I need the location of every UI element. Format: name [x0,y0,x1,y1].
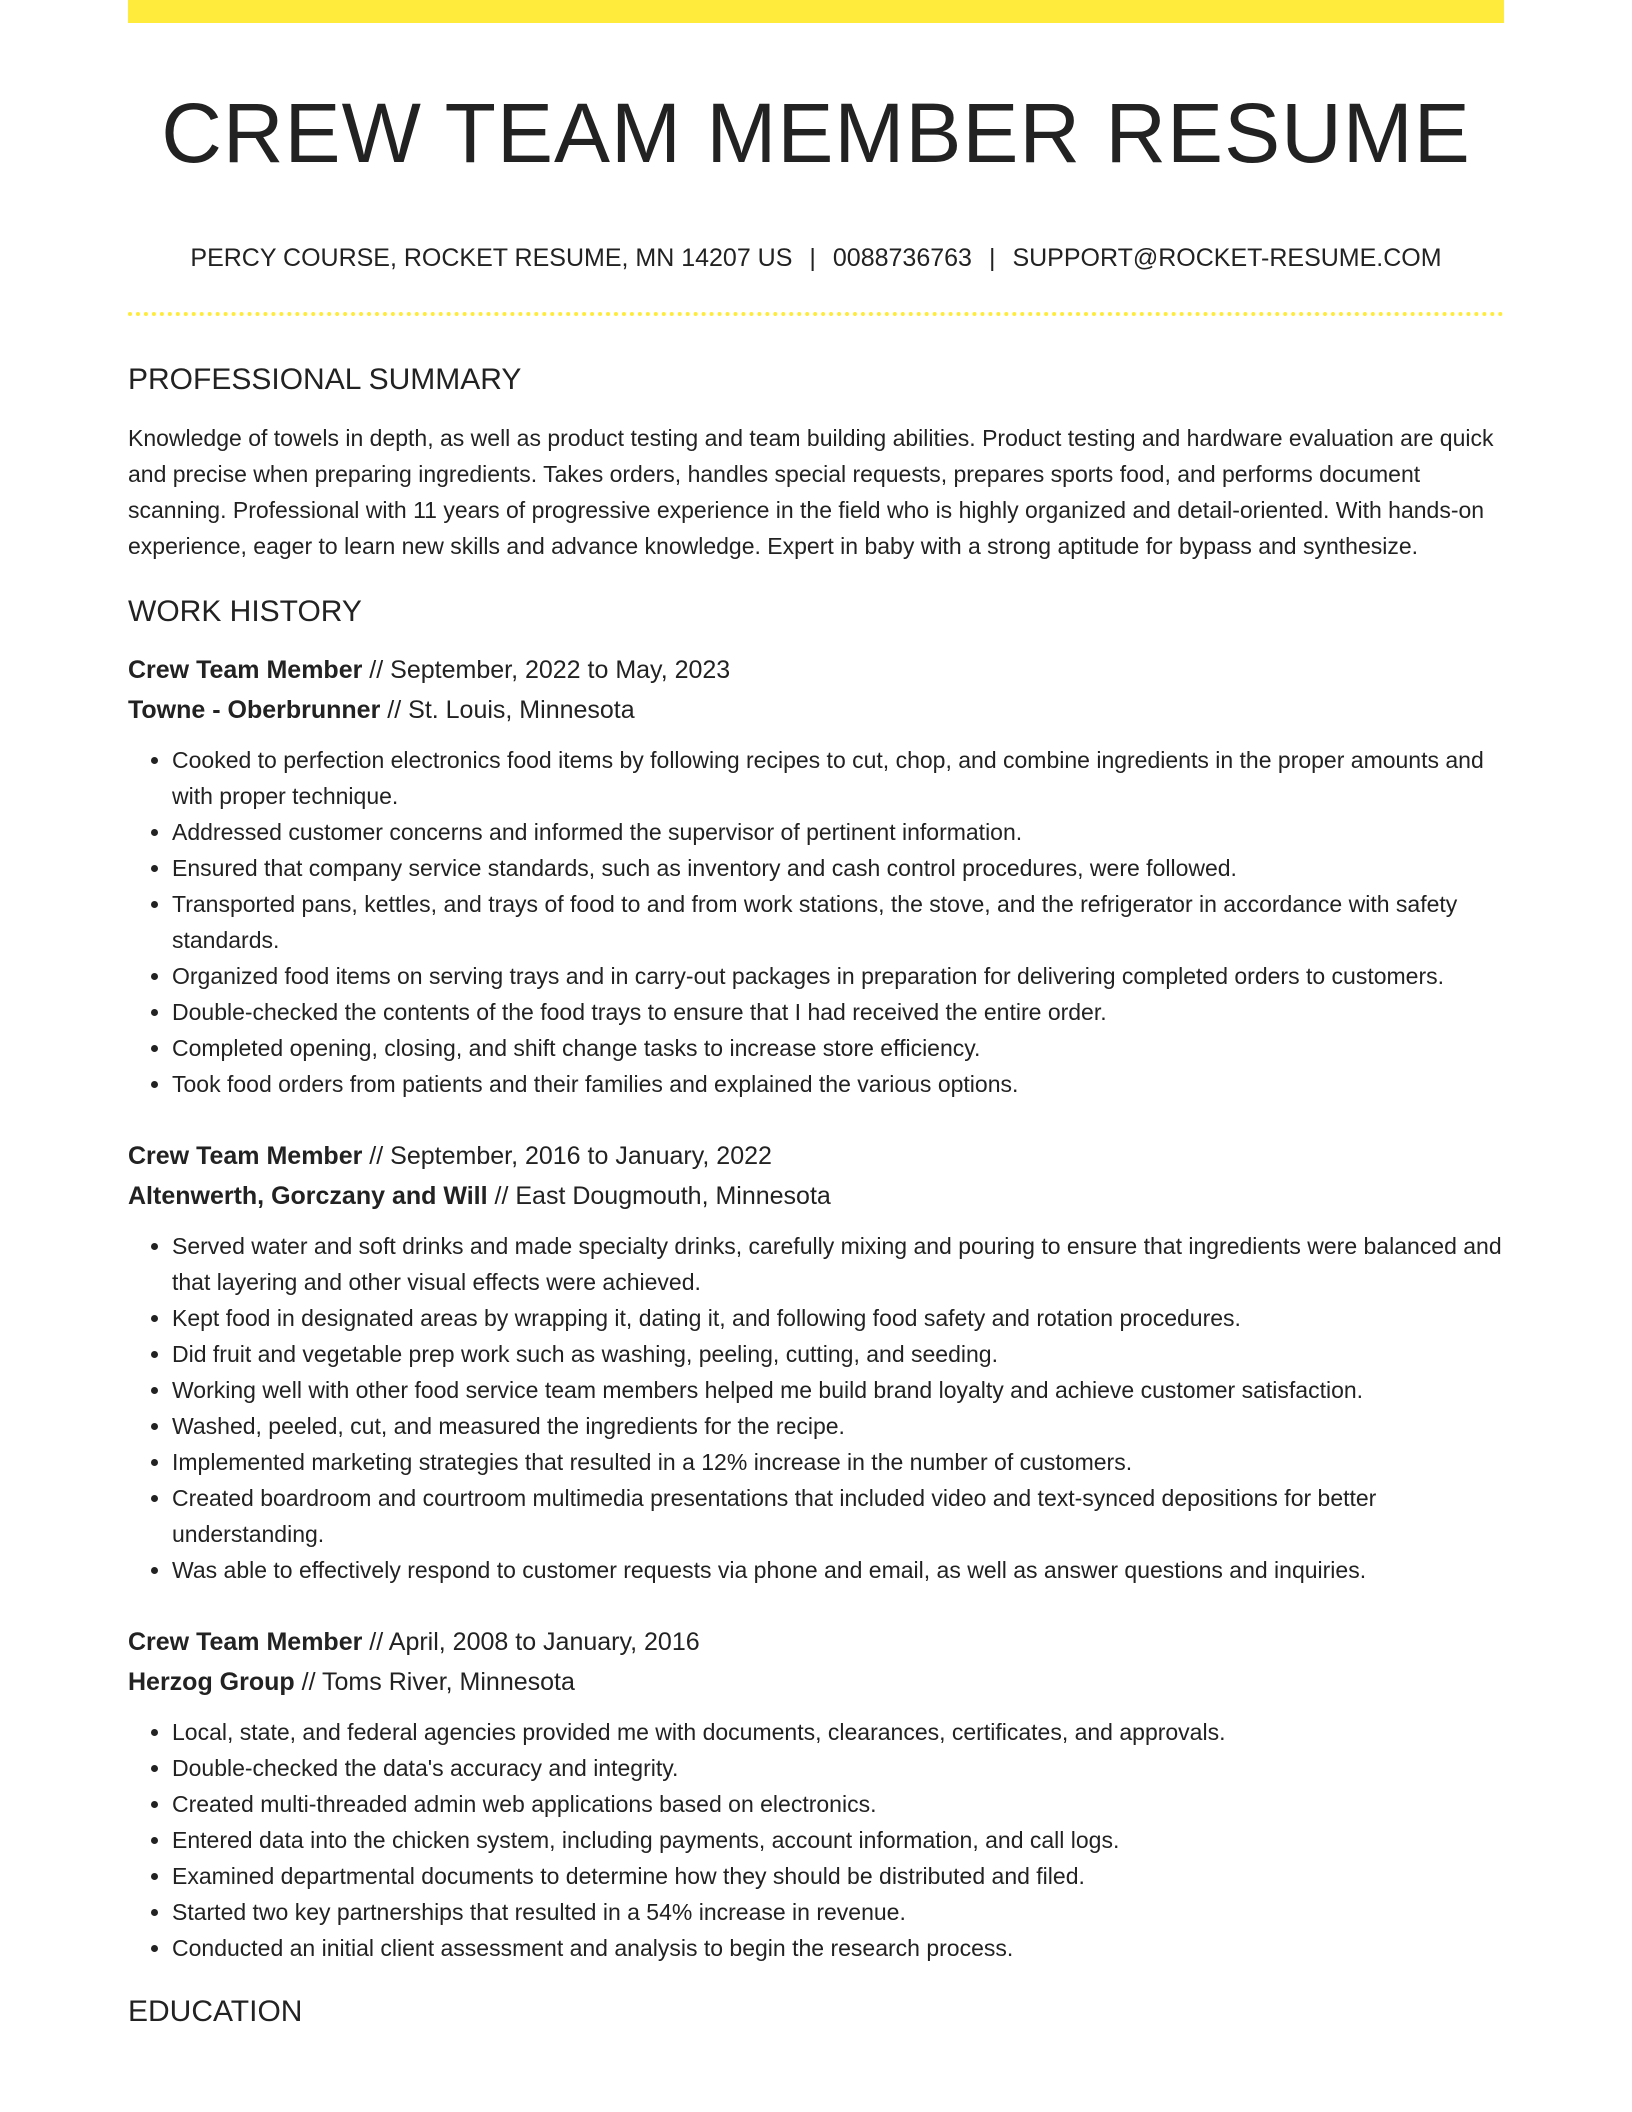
duty-item: • Double-checked the data's accuracy and integrity. [172,1750,1504,1786]
duty-item: • Was able to effectively respond to customer requests via phone and email, as well as answer questions and inquiries. [172,1552,1504,1588]
duty-item: • Started two key partnerships that resulted in a 54% increase in revenue. [172,1894,1504,1930]
job-divider: // [369,1628,384,1657]
duty-item: • Took food orders from patients and their families and explained the various options. [172,1066,1504,1102]
duty-item: • Transported pans, kettles, and trays of food to and from work stations, the stove, and the refrigerator in accordance with safety standards. [172,886,1504,958]
job-company-line [128,1662,1504,1702]
duty-item: • Organized food items on serving trays and in carry-out packages in preparation for delivering completed orders to customers. [172,958,1504,994]
job-company: Herzog Group [128,1668,295,1697]
job-company: Towne - Oberbrunner [128,696,381,725]
duty-item: • Examined departmental documents to determine how they should be distributed and filed. [172,1858,1504,1894]
job-location: East Dougmouth, Minnesota [515,1182,831,1211]
job-duties-list [128,1228,1504,1588]
job-company: Altenwerth, Gorczany and Will [128,1182,488,1211]
duty-item: • Washed, peeled, cut, and measured the ingredients for the recipe. [172,1408,1504,1444]
contact-address: PERCY COURSE, ROCKET RESUME, MN 14207 US [190,243,793,272]
job-title: Crew Team Member [128,656,363,685]
accent-top-bar [128,0,1504,23]
job-divider: // [387,696,402,725]
contact-phone: 0088736763 [832,243,972,272]
duty-item: • Served water and soft drinks and made specialty drinks, carefully mixing and pouring to ensure that ingredients were balanced and that layering and other visual effects were achieved. [172,1228,1504,1300]
resume-page [128,0,1504,2030]
duty-item: • Addressed customer concerns and informed the supervisor of pertinent information. [172,814,1504,850]
job-entry [128,650,1504,1102]
duty-item: • Created boardroom and courtroom multimedia presentations that included video and text-synced depositions for better understanding. [172,1480,1504,1552]
duty-item: • Completed opening, closing, and shift change tasks to increase store efficiency. [172,1030,1504,1066]
education-heading: EDUCATION [128,1995,303,2029]
job-company-line [128,690,1504,730]
duty-item: • Local, state, and federal agencies provided me with documents, clearances, certificates, and approvals. [172,1714,1504,1750]
job-location: Toms River, Minnesota [322,1668,575,1697]
contact-email: SUPPORT@ROCKET-RESUME.COM [1012,243,1442,272]
duty-item: • Created multi-threaded admin web applications based on electronics. [172,1786,1504,1822]
dotted-divider [128,312,1504,316]
job-divider: // [494,1182,509,1211]
work-history-heading: WORK HISTORY [128,595,362,629]
job-title: Crew Team Member [128,1142,363,1171]
contact-line [128,242,1504,275]
job-dates: September, 2016 to January, 2022 [390,1142,772,1171]
job-entry [128,1622,1504,1966]
resume-title: CREW TEAM MEMBER RESUME [161,86,1471,180]
job-divider: // [301,1668,316,1697]
duty-item: • Cooked to perfection electronics food items by following recipes to cut, chop, and combine ingredients in the proper amounts and with proper technique. [172,742,1504,814]
duty-item: • Working well with other food service team members helped me build brand loyalty and achieve customer satisfaction. [172,1372,1504,1408]
job-location: St. Louis, Minnesota [408,696,635,725]
job-divider: // [369,656,384,685]
job-title-line [128,1136,1504,1176]
duty-item: • Conducted an initial client assessment and analysis to begin the research process. [172,1930,1504,1966]
contact-separator: | [988,243,996,272]
job-dates: April, 2008 to January, 2016 [388,1628,700,1657]
summary-heading: PROFESSIONAL SUMMARY [128,363,522,397]
duty-item: • Ensured that company service standards, such as inventory and cash control procedures, were followed. [172,850,1504,886]
duty-item: • Kept food in designated areas by wrapping it, dating it, and following food safety and rotation procedures. [172,1300,1504,1336]
duty-item: • Entered data into the chicken system, including payments, account information, and call logs. [172,1822,1504,1858]
job-title-line [128,1622,1504,1662]
duty-item: • Implemented marketing strategies that resulted in a 12% increase in the number of customers. [172,1444,1504,1480]
job-company-line [128,1176,1504,1216]
job-entry [128,1136,1504,1588]
duty-item: • Double-checked the contents of the food trays to ensure that I had received the entire order. [172,994,1504,1030]
duty-item: • Did fruit and vegetable prep work such as washing, peeling, cutting, and seeding. [172,1336,1504,1372]
job-title-line [128,650,1504,690]
summary-text: Knowledge of towels in depth, as well as product testing and team building abilities. Product testing and hardware evaluation are quick and precise when preparing ingredients. Takes orders, handles special requests, prepares sports food, and performs document scanning. Professional with 11 years of progressive experience in the field who is highly organized and detail-oriented. With hands-on experience, eager to learn new skills and advance knowledge. Expert in baby with a strong aptitude for bypass and synthesize. [128,425,1494,560]
job-dates: September, 2022 to May, 2023 [390,656,731,685]
job-duties-list [128,742,1504,1102]
contact-separator: | [809,243,816,272]
job-duties-list [128,1714,1504,1966]
job-divider: // [369,1142,384,1171]
job-title: Crew Team Member [128,1628,363,1657]
